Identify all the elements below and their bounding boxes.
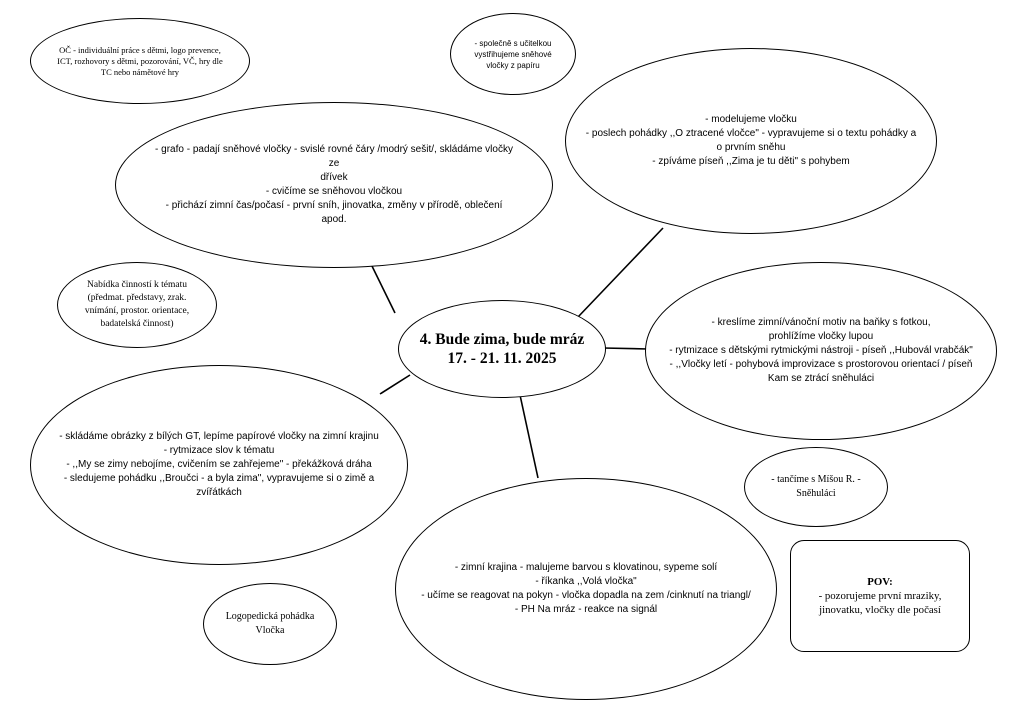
node-text: - kreslíme zimní/vánoční motiv na baňky s fotkou, (711, 317, 931, 328)
node-text: (předmat. představy, zrak. (87, 293, 187, 303)
node-text: jinovatku, vločky dle počasí (819, 604, 941, 616)
connector-modelujeme (578, 228, 663, 317)
node-text: - poslech pohádky ,,O ztracené vločce" - vypravujeme si o textu pohádky a (585, 128, 917, 139)
node-text: - grafo - padají sněhové vločky - svislé rovné čáry /modrý sešit/, skládáme vločky ze (155, 144, 513, 169)
node-text: zvířátkách (196, 487, 242, 498)
node-text: - učíme se reagovat na pokyn - vločka dopadla na zem /cinknutí na triangl/ (421, 590, 751, 601)
node-text: Logopedická pohádka (225, 611, 315, 622)
node-text: - skládáme obrázky z bílých GT, lepíme papírové vločky na zimní krajinu (59, 431, 379, 442)
node-text: Nabídka činností k tématu (87, 280, 187, 290)
node-text: vločky z papíru (486, 60, 540, 70)
node-text: - zimní krajina - malujeme barvou s klovatinou, sypeme solí (454, 562, 718, 573)
node-text: badatelská činnost) (100, 319, 174, 329)
node-text: Vločka (255, 625, 285, 636)
node-cutting-snowflakes (450, 13, 576, 95)
center-dates: 17. - 21. 11. 2025 (447, 350, 557, 367)
connector-grafo (370, 262, 395, 313)
node-text: - ,,Vločky letí - pohybová improvizace s prostorovou orientací / píseň (669, 359, 973, 370)
node-individual-work (30, 18, 250, 104)
node-text: - sledujeme pohádku ,,Broučci - a byla zima", vypravujeme si o zimě a (63, 473, 375, 484)
node-text: vystřihujeme sněhové (474, 49, 552, 59)
node-text: vnímání, prostor. orientace, (84, 306, 190, 316)
pov-title: POV: (867, 576, 893, 588)
node-text: - rytmizace slov k tématu (163, 445, 275, 456)
node-activity-offer (57, 262, 217, 348)
node-center-theme (398, 300, 606, 398)
node-text: - PH Na mráz - reakce na signál (514, 604, 658, 615)
node-text: dřívek (320, 172, 348, 183)
node-text: prohlížíme vločky lupou (768, 331, 874, 342)
node-text: OČ - individuální práce s dětmi, logo prevence, (59, 44, 221, 55)
node-text: Sněhuláci (796, 488, 836, 499)
node-text: o prvním sněhu (716, 142, 786, 153)
node-text: - ,,My se zimy nebojíme, cvičením se zahřejeme" - překážková dráha (66, 459, 372, 470)
node-grafo (115, 102, 553, 268)
node-text: - zpíváme píseň ,,Zima je tu děti" s pohybem (652, 156, 850, 167)
node-text: - společně s učitelkou (474, 38, 552, 48)
node-text: - modelujeme vločku (705, 114, 797, 125)
node-text: - pozorujeme první mraziky, (818, 590, 942, 602)
node-zimni-krajina (395, 478, 777, 700)
connector-kreslime (603, 348, 648, 349)
node-speech-tale (203, 583, 337, 665)
node-text: - cvičíme se sněhovou vločkou (265, 186, 403, 197)
node-text: ICT, rozhovory s dětmi, pozorování, VČ, hry dle (57, 55, 223, 66)
node-pov-box (790, 540, 970, 652)
center-title: 4. Bude zima, bude mráz (419, 331, 585, 348)
node-text: - rytmizace s dětskými rytmickými nástroji - píseň ,,Hubovál vrabčák" (669, 345, 973, 356)
node-skladame (30, 365, 408, 565)
node-text: TC nebo námětové hry (100, 66, 180, 77)
node-kreslime (645, 262, 997, 440)
connector-zimni (520, 395, 538, 478)
node-modelujeme (565, 48, 937, 234)
node-text: - tančíme s Míšou R. - (771, 474, 861, 485)
connector-skladame (380, 375, 410, 394)
node-text: - přichází zimní čas/počasí - první sníh, jinovatka, změny v přírodě, oblečení apod. (165, 200, 503, 225)
node-dance (744, 447, 888, 527)
node-text: Kam se ztrácí sněhuláci (767, 373, 875, 384)
node-text: - říkanka ,,Volá vločka" (535, 576, 637, 587)
